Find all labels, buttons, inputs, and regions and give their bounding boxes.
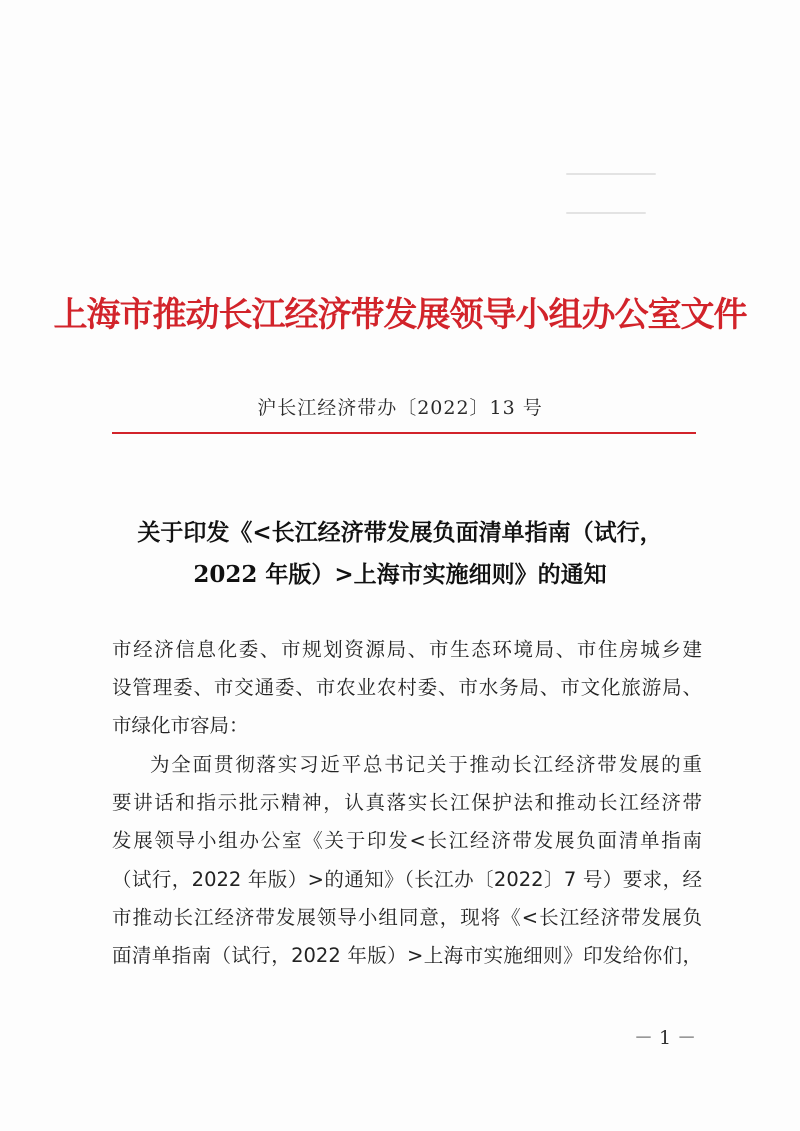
red-divider-rule: [112, 432, 696, 434]
body-line: 市推动长江经济带发展领导小组同意，现将《<长江经济带发展负: [112, 905, 702, 929]
notice-title: [0, 512, 800, 596]
addressee-line: 市绿化市容局：: [112, 714, 249, 738]
scan-artifact: [566, 212, 646, 214]
notice-title-line: 2022 年版）>上海市实施细则》的通知: [193, 561, 607, 588]
body-line: （试行，2022 年版）>的通知》（长江办〔2022〕7 号）要求，经: [112, 867, 702, 891]
addressee-line: 市经济信息化委、市规划资源局、市生态环境局、市住房城乡建: [112, 638, 702, 661]
body-line: 发展领导小组办公室《关于印发<长江经济带发展负面清单指南: [112, 829, 702, 853]
scan-artifact: [566, 173, 656, 175]
document-number: 沪长江经济带办〔2022〕13 号: [257, 397, 543, 419]
notice-title-line: 关于印发《<长江经济带发展负面清单指南（试行，: [137, 519, 663, 546]
body-line: 为全面贯彻落实习近平总书记关于推动长江经济带发展的重: [150, 753, 702, 776]
body-line: 面清单指南（试行，2022 年版）>上海市实施细则》印发给你们，: [112, 943, 702, 967]
document-header-title: 上海市推动长江经济带发展领导小组办公室文件: [53, 295, 747, 335]
addressee-block: [112, 631, 702, 746]
body-paragraph: [112, 746, 702, 975]
addressee-line: 设管理委、市交通委、市农业农村委、市水务局、市文化旅游局、: [112, 676, 702, 700]
body-line: 要讲话和指示批示精神，认真落实长江保护法和推动长江经济带: [112, 791, 702, 815]
page-number: － 1 －: [634, 1027, 697, 1049]
